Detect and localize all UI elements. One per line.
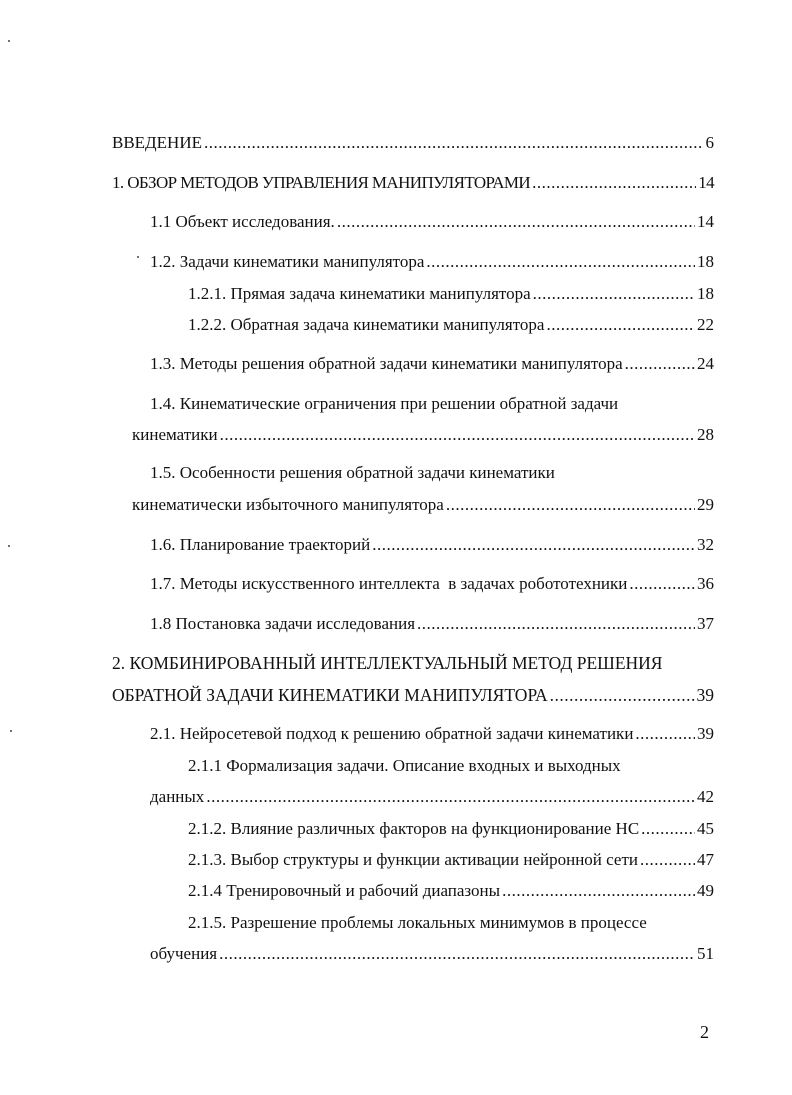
toc-entry-2-1-1[interactable] bbox=[150, 786, 714, 808]
toc-entry-chapter-1[interactable] bbox=[112, 172, 714, 194]
toc-entry-page: 18 bbox=[697, 284, 714, 303]
toc-entry-page: 6 bbox=[705, 133, 714, 152]
toc-entry-1-2-1[interactable] bbox=[188, 283, 714, 305]
toc-entry-title-cont: кинематики bbox=[132, 425, 218, 444]
toc-entry-page: 28 bbox=[697, 425, 714, 444]
toc-entry-1-5[interactable] bbox=[132, 494, 714, 516]
scan-speck bbox=[137, 256, 139, 258]
scan-speck bbox=[8, 40, 10, 42]
toc-entry-1-3[interactable] bbox=[150, 353, 714, 375]
toc-entry-title: 1.4. Кинематические ограничения при решении обратной задачи bbox=[150, 394, 619, 413]
dot-leader bbox=[446, 494, 695, 516]
toc-entry-title: 2.1. Нейросетевой подход к решению обратной задачи кинематики bbox=[150, 724, 634, 743]
toc-entry-title: 1.2.2. Обратная задача кинематики манипулятора bbox=[188, 315, 545, 334]
toc-entry-page: 49 bbox=[697, 881, 714, 900]
toc-entry-page: 32 bbox=[697, 535, 714, 554]
dot-leader bbox=[219, 943, 695, 965]
toc-entry-1-6[interactable] bbox=[150, 534, 714, 556]
scan-speck bbox=[8, 545, 10, 547]
toc-entry-2-1-2[interactable] bbox=[188, 818, 714, 840]
toc-entry-title: 2.1.5. Разрешение проблемы локальных минимумов в процессе bbox=[188, 913, 647, 932]
scan-speck bbox=[10, 730, 12, 732]
toc-entry-title: 1.1 Объект исследования. bbox=[150, 212, 335, 231]
toc-entry-2-1-4[interactable] bbox=[188, 880, 714, 902]
toc-entry-2-1-3[interactable] bbox=[188, 849, 714, 871]
toc-entry-title-cont: ОБРАТНОЙ ЗАДАЧИ КИНЕМАТИКИ МАНИПУЛЯТОРА bbox=[112, 685, 548, 705]
toc-entry-1-2-2[interactable] bbox=[188, 314, 714, 336]
toc-entry-title-cont: обучения bbox=[150, 944, 218, 963]
toc-entry-page: 18 bbox=[697, 252, 714, 271]
toc-entry-title: 2.1.2. Влияние различных факторов на функционирование НС bbox=[188, 819, 640, 838]
dot-leader bbox=[533, 283, 695, 305]
toc-entry-title: 1.2. Задачи кинематики манипулятора bbox=[150, 252, 425, 271]
toc-entry-1-2[interactable] bbox=[150, 251, 714, 273]
dot-leader bbox=[641, 818, 695, 840]
toc-entry-title: 1.5. Особенности решения обратной задачи кинематики bbox=[150, 463, 555, 482]
toc-entry-title: 2.1.3. Выбор структуры и функции активации нейронной сети bbox=[188, 850, 638, 869]
dot-leader bbox=[417, 613, 695, 635]
toc-entry-1-4-line1[interactable] bbox=[150, 393, 618, 415]
dot-leader bbox=[204, 132, 704, 154]
toc-entry-page: 29 bbox=[697, 495, 714, 514]
toc-entry-page: 14 bbox=[698, 173, 714, 192]
page-number: 2 bbox=[700, 1022, 709, 1042]
toc-entry-page: 51 bbox=[697, 944, 714, 963]
dot-leader bbox=[532, 172, 696, 194]
toc-entry-title: 1.6. Планирование траекторий bbox=[150, 535, 371, 554]
toc-entry-page: 36 bbox=[697, 574, 714, 593]
toc-entry-chapter-2[interactable] bbox=[112, 684, 714, 706]
dot-leader bbox=[426, 251, 695, 273]
toc-entry-chapter-2-line1[interactable] bbox=[112, 652, 662, 674]
toc-entry-1-5-line1[interactable] bbox=[150, 462, 555, 484]
toc-entry-title-cont: данных bbox=[150, 787, 205, 806]
dot-leader bbox=[206, 786, 695, 808]
toc-entry-1-7[interactable] bbox=[150, 573, 714, 595]
toc-entry-page: 47 bbox=[697, 850, 714, 869]
toc-entry-page: 37 bbox=[697, 614, 714, 633]
dot-leader bbox=[625, 353, 695, 375]
toc-entry-title: 2. КОМБИНИРОВАННЫЙ ИНТЕЛЛЕКТУАЛЬНЫЙ МЕТОД РЕШЕНИЯ bbox=[112, 653, 663, 673]
dot-leader bbox=[502, 880, 695, 902]
dot-leader bbox=[220, 424, 695, 446]
toc-entry-title: 1. ОБЗОР МЕТОДОВ УПРАВЛЕНИЯ МАНИПУЛЯТОРАМИ bbox=[112, 173, 531, 192]
toc-entry-2-1[interactable] bbox=[150, 723, 714, 745]
toc-entry-page: 42 bbox=[697, 787, 714, 806]
dot-leader bbox=[635, 723, 695, 745]
toc-entry-page: 39 bbox=[696, 685, 714, 705]
toc-entry-intro[interactable] bbox=[112, 132, 714, 154]
toc-entry-title: 2.1.4 Тренировочный и рабочий диапазоны bbox=[188, 881, 501, 900]
toc-entry-2-1-5-line1[interactable] bbox=[188, 912, 647, 934]
dot-leader bbox=[629, 573, 695, 595]
toc-entry-1-4[interactable] bbox=[132, 424, 714, 446]
toc-entry-page: 14 bbox=[697, 212, 714, 231]
toc-entry-title: 1.3. Методы решения обратной задачи кинематики манипулятора bbox=[150, 354, 623, 373]
toc-entry-title: 1.2.1. Прямая задача кинематики манипулятора bbox=[188, 284, 531, 303]
dot-leader bbox=[337, 211, 695, 233]
toc-entry-title-cont: кинематически избыточного манипулятора bbox=[132, 495, 444, 514]
toc-entry-page: 22 bbox=[697, 315, 714, 334]
toc-entry-2-1-1-line1[interactable] bbox=[188, 755, 621, 777]
dot-leader bbox=[550, 684, 695, 706]
dot-leader bbox=[546, 314, 695, 336]
toc-entry-page: 24 bbox=[697, 354, 714, 373]
toc-entry-title: ВВЕДЕНИЕ bbox=[112, 133, 202, 152]
toc-entry-title: 1.7. Методы искусственного интеллекта в задачах робототехники bbox=[150, 574, 628, 593]
toc-entry-2-1-5[interactable] bbox=[150, 943, 714, 965]
dot-leader bbox=[372, 534, 695, 556]
toc-entry-title: 2.1.1 Формализация задачи. Описание входных и выходных bbox=[188, 756, 621, 775]
toc-entry-title: 1.8 Постановка задачи исследования bbox=[150, 614, 416, 633]
toc-entry-1-8[interactable] bbox=[150, 613, 714, 635]
toc-entry-page: 39 bbox=[697, 724, 714, 743]
toc-entry-page: 45 bbox=[697, 819, 714, 838]
dot-leader bbox=[640, 849, 695, 871]
toc-entry-1-1[interactable] bbox=[150, 211, 714, 233]
